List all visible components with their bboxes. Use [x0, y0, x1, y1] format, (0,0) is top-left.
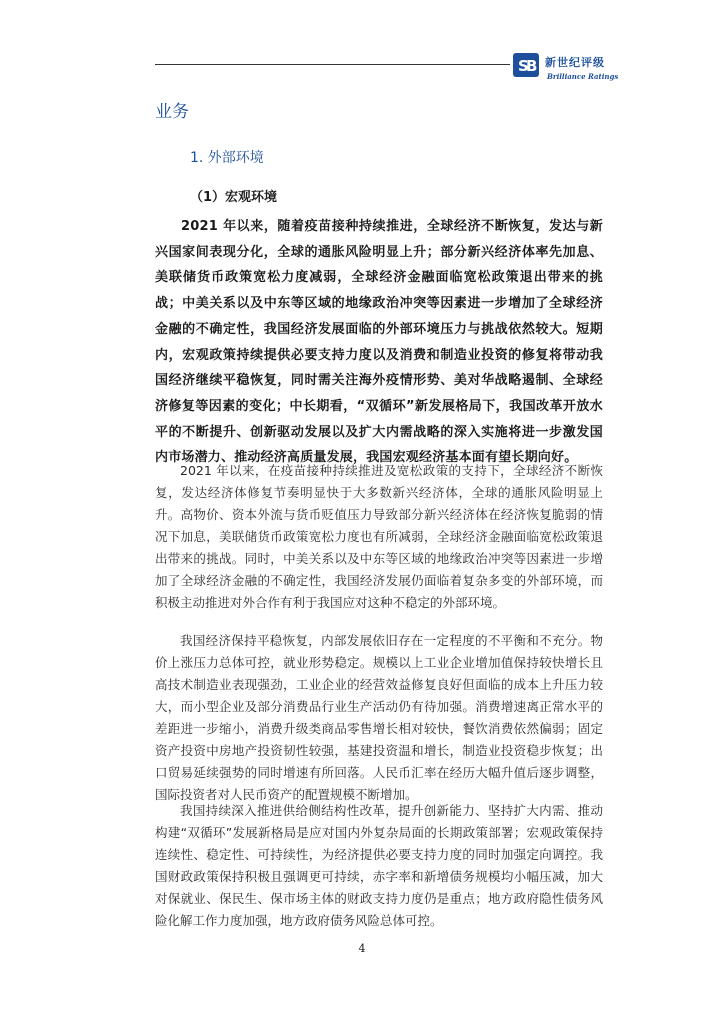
body-paragraph-domestic-economy: 我国经济保持平稳恢复，内部发展依旧存在一定程度的不平衡和不充分。物价上涨压力总体可控，就业形势稳定。规模以上工业企业增加值保持较快增长且高技术制造业表现强劲，工业企业的经营效益修复良好但面临的成本上升压力较大，而小型企业及部分消费品行业生产活动仍有待加强。消费增速离正常水平的差距进一步缩小，消费升级类商品零售增长相对较快，餐饮消费依然偏弱；固定资产投资中房地产投资韧性较强，基建投资温和增长，制造业投资稳步恢复；出口贸易延续强势的同时增速有所回落。人民币汇率在经历大幅升值后逐步调整，国际投资者对人民币资产的配置规模不断增加。 — [155, 633, 603, 802]
page-number: 4 — [358, 942, 366, 955]
summary-paragraph: 2021 年以来，随着疫苗接种持续推进，全球经济不断恢复，发达与新兴国家间表现分化，全球的通胀风险明显上升；部分新兴经济体率先加息、美联储货币政策宽松力度减弱，全球经济金融面临宽松政策退出带来的挑战；中美关系以及中东等区域的地缘政治冲突等因素进一步增加了全球经济金融的不确定性，我国经济发展面临的外部环境压力与挑战依然较大。短期内，宏观政策持续提供必要支持力度以及消费和制造业投资的修复将带动我国经济继续平稳恢复，同时需关注海外疫情形势、美对华战略遏制、全球经济修复等因素的变化；中长期看，“双循环”新发展格局下，我国改革开放水平的不断提升、创新驱动发展以及扩大内需战略的深入实施将进一步激发国内市场潜力、推动经济高质量发展，我国宏观经济基本面有望长期向好。 — [155, 219, 603, 466]
svg-text:S: S — [518, 57, 529, 75]
sub-sub-section-title: （1）宏观环境 — [190, 190, 278, 205]
body-paragraph-global-economy: 2021 年以来，在疫苗接种持续推进及宽松政策的支持下，全球经济不断恢复，发达经济体修复节奏明显快于大多数新兴经济体，全球的通胀风险明显上升。高物价、资本外流与货币贬值压力导致部分新兴经济体在经济恢复脆弱的情况下加息，美联储货币政策宽松力度也有所减弱，全球经济金融面临宽松政策退出带来的挑战。同时，中美关系以及中东等区域的地缘政治冲突等因素进一步增加了全球经济金融的不确定性，我国经济发展仍面临着复杂多变的外部环境，而积极主动推进对外合作有利于我国应对这种不稳定的外部环境。 — [155, 463, 603, 610]
brand-name-en: Brilliance Ratings — [547, 72, 619, 81]
svg-text:B: B — [526, 57, 538, 75]
brand-name-cn: 新世纪评级 — [545, 56, 605, 69]
header-rule — [155, 64, 510, 65]
sub-section-title: 1. 外部环境 — [190, 150, 264, 166]
section-title: 业务 — [155, 102, 189, 122]
body-paragraph-policy: 我国持续深入推进供给侧结构性改革，提升创新能力、坚持扩大内需、推动构建“双循环”发展新格局是应对国内外复杂局面的长期政策部署；宏观政策保持连续性、稳定性、可持续性，为经济提供必要支持力度的同时加强定向调控。我国财政政策保持积极且强调更可持续，赤字率和新增债务规模均小幅压减，加大对保就业、保民生、保市场主体的财政支持力度仍是重点；地方政府隐性债务风险化解工作力度加强，地方政府债务风险总体可控。 — [155, 803, 603, 928]
